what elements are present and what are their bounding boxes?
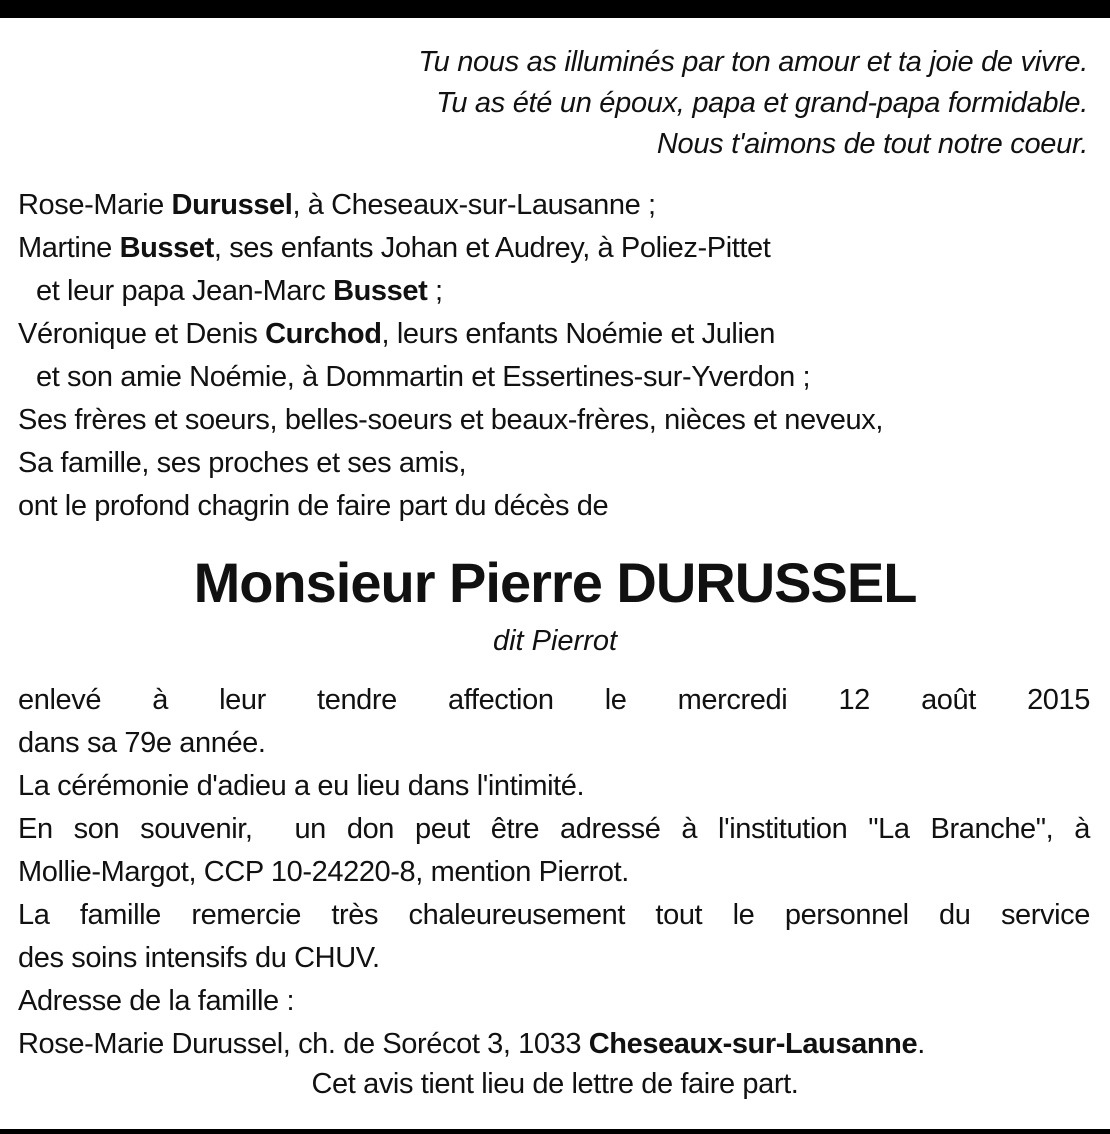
dedication-quote bbox=[88, 42, 1088, 165]
body-line: Adresse de la famille : bbox=[18, 985, 295, 1017]
family-line: ont le profond chagrin de faire part du décès de bbox=[18, 490, 609, 522]
text: Rose-Marie bbox=[18, 189, 172, 221]
quote-line: Tu as été un époux, papa et grand-papa formidable. bbox=[436, 87, 1088, 119]
family-line: et son amie Noémie, à Dommartin et Essertines-sur-Yverdon ; bbox=[36, 361, 811, 393]
bottom-rule bbox=[0, 1129, 1110, 1134]
notice-body bbox=[18, 679, 1090, 1066]
surname: Durussel bbox=[171, 189, 293, 221]
town: Cheseaux-sur-Lausanne bbox=[588, 1028, 918, 1060]
text: , leurs enfants Noémie et Julien bbox=[381, 318, 775, 350]
body-line: des soins intensifs du CHUV. bbox=[18, 942, 380, 974]
family-line: Sa famille, ses proches et ses amis, bbox=[18, 447, 467, 479]
text: Martine bbox=[18, 232, 120, 264]
deceased-name: Monsieur Pierre DURUSSEL bbox=[193, 551, 917, 614]
family-line bbox=[18, 227, 1098, 270]
text: . bbox=[917, 1028, 925, 1060]
surname: Busset bbox=[333, 275, 428, 307]
quote-line: Nous t'aimons de tout notre coeur. bbox=[656, 128, 1088, 160]
body-line: La famille remercie très chaleureusement tout le personnel du service bbox=[18, 899, 1090, 931]
family-line: Ses frères et soeurs, belles-soeurs et beaux-frères, nièces et neveux, bbox=[18, 404, 883, 436]
body-line: Mollie-Margot, CCP 10-24220-8, mention Pierrot. bbox=[18, 856, 629, 888]
text: , à Cheseaux-sur-Lausanne ; bbox=[292, 189, 656, 221]
family-line bbox=[18, 270, 1098, 313]
top-rule bbox=[0, 0, 1110, 18]
text: et leur papa Jean-Marc bbox=[36, 275, 334, 307]
text: , ses enfants Johan et Audrey, à Poliez-Pittet bbox=[213, 232, 771, 264]
family-line bbox=[18, 313, 1098, 356]
body-line: La cérémonie d'adieu a eu lieu dans l'intimité. bbox=[18, 770, 585, 802]
surname: Curchod bbox=[265, 318, 382, 350]
body-line: dans sa 79e année. bbox=[18, 727, 266, 759]
surname: Busset bbox=[119, 232, 214, 264]
body-line: enlevé à leur tendre affection le mercredi 12 août 2015 bbox=[18, 684, 1090, 716]
text: Véronique et Denis bbox=[18, 318, 266, 350]
text: Rose-Marie Durussel, ch. de Sorécot 3, 1033 bbox=[18, 1028, 589, 1060]
footer-note: Cet avis tient lieu de lettre de faire part. bbox=[311, 1068, 799, 1100]
deceased-alias: dit Pierrot bbox=[492, 625, 618, 657]
body-line: En son souvenir, un don peut être adressé à l'institution "La Branche", à bbox=[18, 813, 1090, 845]
family-line bbox=[18, 184, 1098, 227]
family-list bbox=[18, 184, 1098, 528]
family-address bbox=[18, 1023, 1090, 1066]
quote-line: Tu nous as illuminés par ton amour et ta joie de vivre. bbox=[418, 46, 1088, 78]
text: ; bbox=[427, 275, 443, 307]
